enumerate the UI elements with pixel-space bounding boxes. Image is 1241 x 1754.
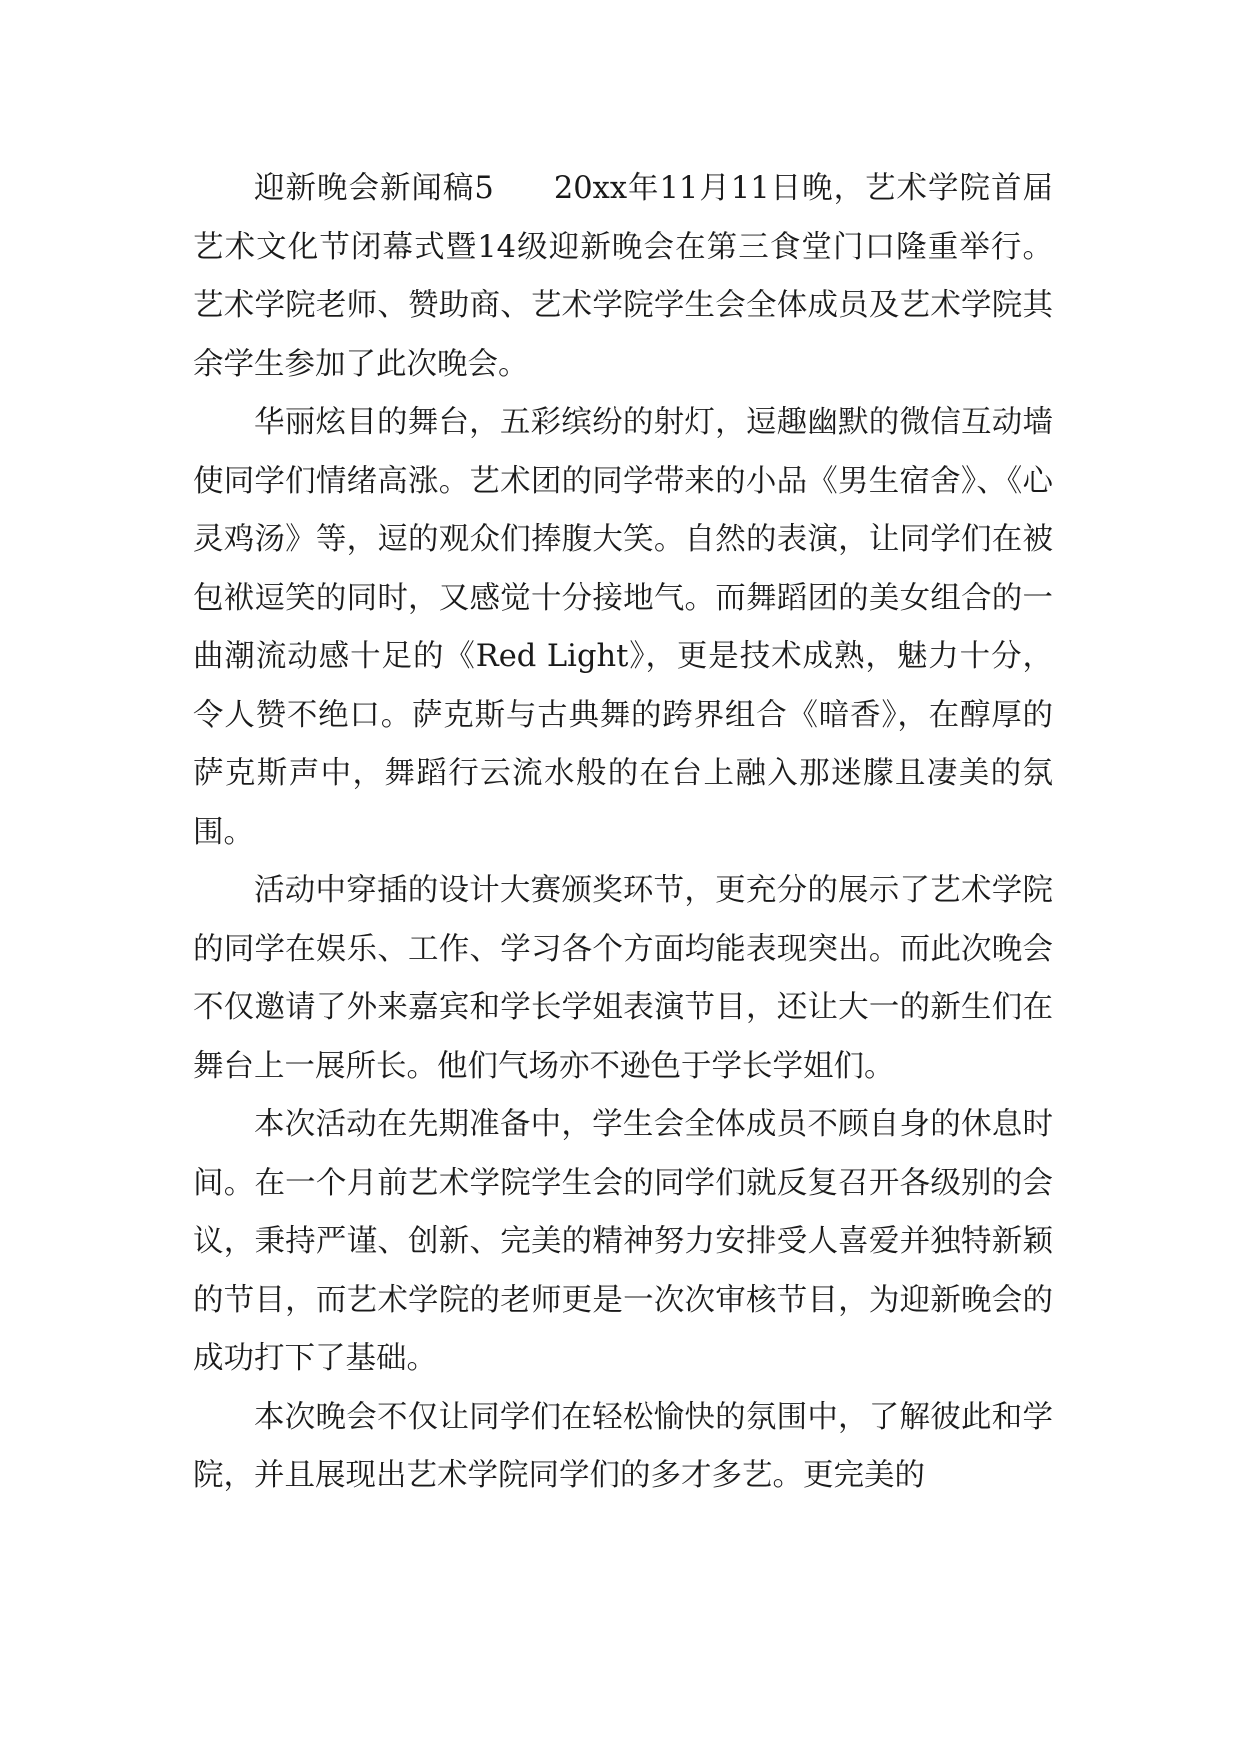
article-body bbox=[193, 160, 1053, 1506]
paragraph-5: 本次晚会不仅让同学们在轻松愉快的氛围中，了解彼此和学院，并且展现出艺术学院同学们的多才多艺。更完美的 bbox=[193, 1399, 1053, 1493]
paragraph-1-text: 20xx年11月11日晚，艺术学院首届艺术文化节闭幕式暨14级迎新晚会在第三食堂门口隆重举行。艺术学院老师、赞助商、艺术学院学生会全体成员及艺术学院其余学生参加了此次晚会。 bbox=[193, 171, 1053, 382]
paragraph-3: 活动中穿插的设计大赛颁奖环节，更充分的展示了艺术学院的同学在娱乐、工作、学习各个方面均能表现突出。而此次晚会不仅邀请了外来嘉宾和学长学姐表演节目，还让大一的新生们在舞台上一展所长。他们气场亦不逊色于学长学姐们。 bbox=[193, 873, 1053, 1084]
paragraph-1 bbox=[193, 160, 1053, 394]
paragraph-4: 本次活动在先期准备中，学生会全体成员不顾自身的休息时间。在一个月前艺术学院学生会的同学们就反复召开各级别的会议，秉持严谨、创新、完美的精神努力安排受人喜爱并独特新颖的节目，而艺术学院的老师更是一次次审核节目，为迎新晚会的成功打下了基础。 bbox=[193, 1107, 1053, 1376]
article-heading: 迎新晚会新闻稿5 bbox=[254, 171, 494, 206]
paragraph-2: 华丽炫目的舞台，五彩缤纷的射灯，逗趣幽默的微信互动墙使同学们情绪高涨。艺术团的同学带来的小品《男生宿舍》、《心灵鸡汤》等，逗的观众们捧腹大笑。自然的表演，让同学们在被包袱逗笑的同时，又感觉十分接地气。而舞蹈团的美女组合的一曲潮流动感十足的《Red Light》，更是技术成熟，魅力十分，令人赞不绝口。萨克斯与古典舞的跨界组合《暗香》，在醇厚的萨克斯声中，舞蹈行云流水般的在台上融入那迷朦且凄美的氛围。 bbox=[193, 405, 1053, 850]
